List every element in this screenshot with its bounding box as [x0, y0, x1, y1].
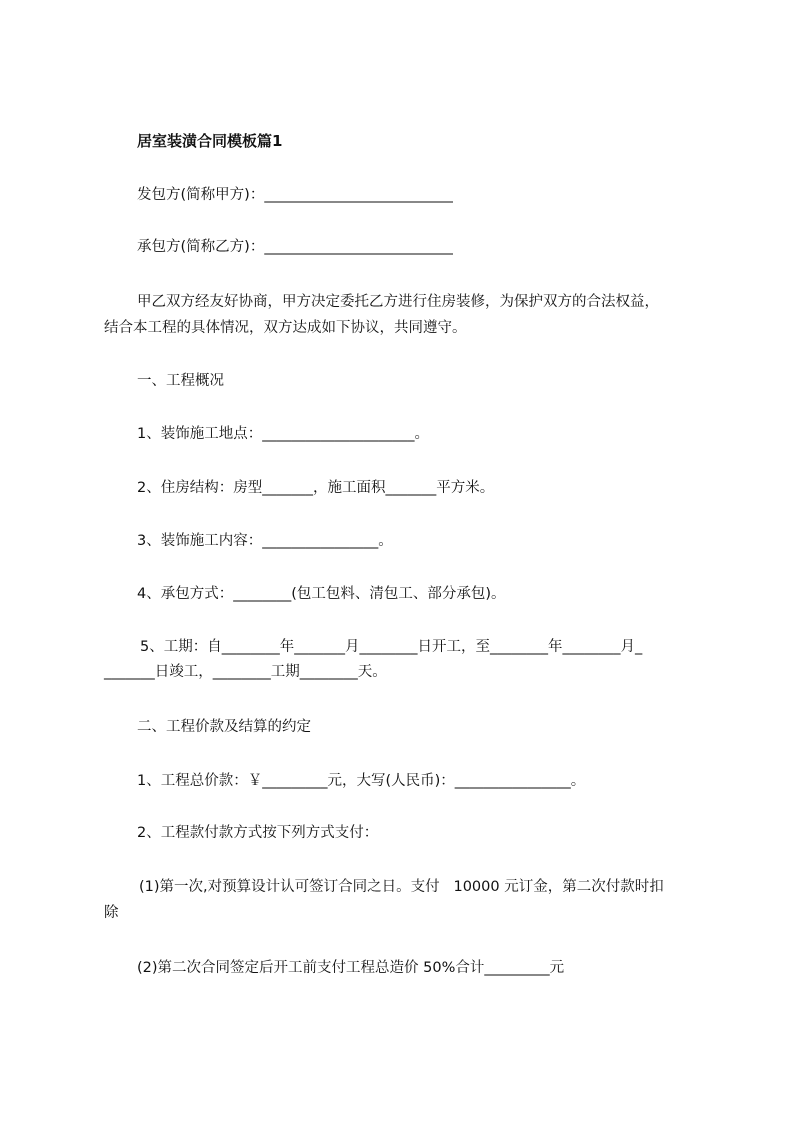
clause-location: 1、装饰施工地点：_____________________。: [137, 426, 429, 442]
payment-first-line-2: 除: [104, 905, 119, 921]
party-b-line: 承包方(简称乙方)：__________________________: [137, 239, 453, 255]
clause-structure: 2、住房结构：房型_______，施工面积_______平方米。: [137, 480, 495, 496]
party-a-line: 发包方(简称甲方)：__________________________: [137, 187, 453, 203]
clause-payment-method: 2、工程款付款方式按下列方式支付：: [137, 825, 379, 841]
section-heading-overview: 一、工程概况: [137, 373, 224, 389]
document-title: 居室装潢合同模板篇1: [137, 132, 283, 150]
intro-paragraph-line-1: 甲乙双方经友好协商，甲方决定委托乙方进行住房装修，为保护双方的合法权益，: [137, 294, 659, 310]
clause-schedule-line-2: _______日竣工，________工期________天。: [104, 664, 387, 680]
clause-content: 3、装饰施工内容：________________。: [137, 533, 393, 549]
clause-total-price: 1、工程总价款：￥_________元，大写(人民币)：________________。: [137, 773, 586, 789]
intro-paragraph-line-2: 结合本工程的具体情况，双方达成如下协议，共同遵守。: [104, 320, 467, 336]
clause-contract-method: 4、承包方式：________(包工包料、清包工、部分承包)。: [137, 586, 506, 602]
payment-first-line-1: (1)第一次,对预算设计认可签订合同之日。支付 10000 元订金，第二次付款时扣: [139, 879, 664, 895]
section-heading-payment: 二、工程价款及结算的约定: [137, 719, 311, 735]
payment-second-line: (2)第二次合同签定后开工前支付工程总造价 50%合计_________元: [137, 960, 565, 976]
clause-schedule-line-1: 5、工期：自________年_______月________日开工，至________年________月_: [140, 639, 643, 655]
